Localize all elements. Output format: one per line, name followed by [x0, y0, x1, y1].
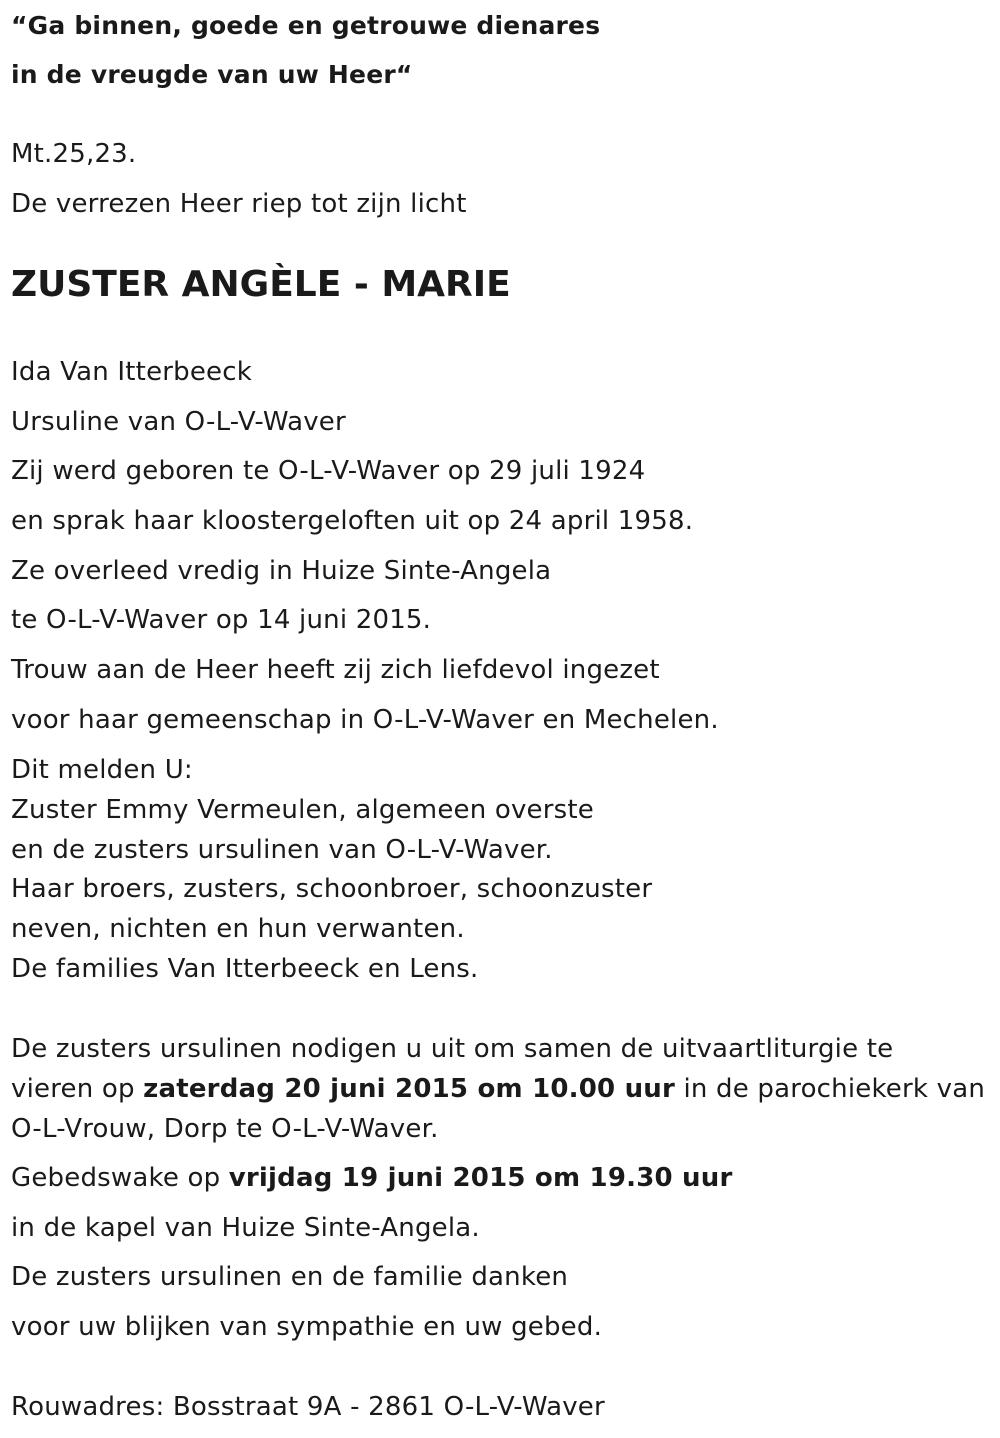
bio-line: Zij werd geboren te O-L-V-Waver op 29 juli 1924 [11, 456, 646, 486]
bio-line: Ze overleed vredig in Huize Sinte-Angela [11, 556, 552, 586]
mourning-address: Rouwadres: Bosstraat 9A - 2861 O-L-V-Waver [11, 1392, 605, 1422]
announcer-line: Zuster Emmy Vermeulen, algemeen overste [11, 795, 594, 825]
intro-line: De verrezen Heer riep tot zijn licht [11, 189, 467, 219]
name-title: ZUSTER ANGÈLE - MARIE [11, 264, 511, 305]
funeral-line-1: De zusters ursulinen nodigen u uit om samen de uitvaartliturgie te [11, 1034, 894, 1064]
bio-line: voor haar gemeenschap in O-L-V-Waver en Mechelen. [11, 705, 719, 735]
funeral-line-3: O-L-Vrouw, Dorp te O-L-V-Waver. [11, 1114, 439, 1144]
announcer-line: De families Van Itterbeeck en Lens. [11, 954, 479, 984]
announcer-line: neven, nichten en hun verwanten. [11, 914, 465, 944]
funeral-line-2-prefix: vieren op [11, 1074, 144, 1104]
quote-line-1: “Ga binnen, goede en getrouwe dienares [11, 11, 601, 40]
quote-line-2: in de vreugde van uw Heer“ [11, 60, 413, 89]
vigil-line-2: in de kapel van Huize Sinte-Angela. [11, 1213, 480, 1243]
thanks-line: voor uw blijken van sympathie en uw gebed. [11, 1312, 603, 1342]
announcer-line: en de zusters ursulinen van O-L-V-Waver. [11, 835, 553, 865]
funeral-date-time: zaterdag 20 juni 2015 om 10.00 uur [143, 1074, 676, 1104]
thanks-line: De zusters ursulinen en de familie danken [11, 1262, 569, 1292]
bio-line: te O-L-V-Waver op 14 juni 2015. [11, 605, 432, 635]
vigil-line-1 [11, 1163, 732, 1193]
vigil-prefix: Gebedswake op [11, 1163, 229, 1193]
funeral-line-2-suffix: in de parochiekerk van [675, 1074, 986, 1104]
announcer-line: Dit melden U: [11, 755, 193, 785]
announcer-line: Haar broers, zusters, schoonbroer, schoonzuster [11, 874, 653, 904]
vigil-date-time: vrijdag 19 juni 2015 om 19.30 uur [228, 1163, 733, 1193]
bio-line: Ursuline van O-L-V-Waver [11, 407, 346, 437]
bio-line: en sprak haar kloostergeloften uit op 24 april 1958. [11, 506, 694, 536]
bio-line: Trouw aan de Heer heeft zij zich liefdevol ingezet [11, 655, 660, 685]
funeral-line-2 [11, 1074, 985, 1104]
bio-line: Ida Van Itterbeeck [11, 357, 253, 387]
scripture-reference: Mt.25,23. [11, 139, 137, 169]
